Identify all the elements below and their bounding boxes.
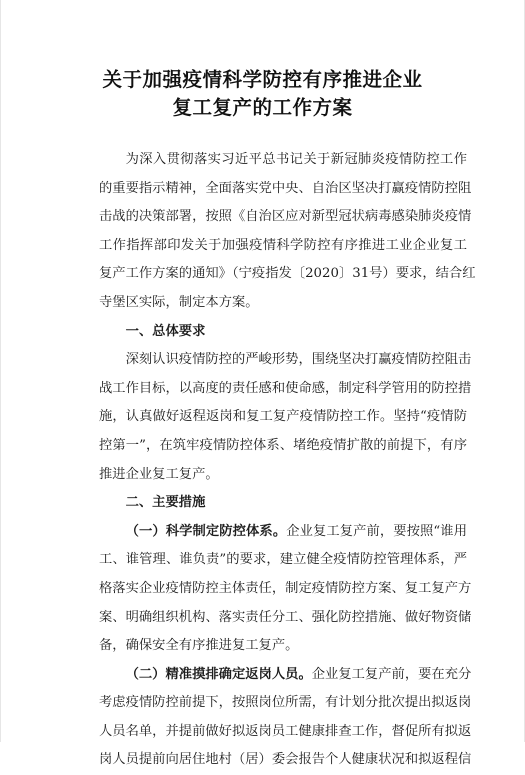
- text-line: 考虑疫情防控前提下，按照岗位所需，有计划分批次提出拟返岗: [99, 695, 472, 711]
- section1-paragraph: [99, 346, 472, 489]
- text-line: 控第一”，在筑牢疫情防控体系、堵绝疫情扩散的前提下，有序: [99, 437, 467, 453]
- section-heading-main-measures: 二、主要措施: [125, 495, 206, 511]
- section-heading-general-requirements: 一、总体要求: [125, 323, 206, 339]
- text-line: 工、谁管理、谁负责”的要求，建立健全疫情防控管理体系，严: [99, 552, 467, 568]
- text-line: 案、明确组织机构、落实责任分工、强化防控措施、做好物资储: [99, 609, 472, 625]
- text-line: 深刻认识疫情防控的严峻形势，围绕坚决打赢疫情防控阻击: [125, 352, 472, 368]
- measure-2-label: （二）精准摸排确定返岗人员。: [125, 666, 312, 682]
- text-line: 岗人员提前向居住地村（居）委会报告个人健康状况和拟返程信: [99, 752, 472, 768]
- text-line: 复产工作方案的通知》（宁疫指发〔2020〕31号）要求，结合红: [99, 266, 476, 282]
- text-line: [99, 661, 472, 690]
- text-line: 的重要指示精神，全面落实党中央、自治区坚决打赢疫情防控阻: [99, 180, 472, 196]
- text-line: 人员名单，并提前做好拟返岗员工健康排查工作，督促所有拟返: [99, 723, 472, 739]
- document-title: [1, 66, 524, 122]
- measure-1-label: （一）科学制定防控体系。: [125, 523, 287, 539]
- text-line: 为深入贯彻落实习近平总书记关于新冠肺炎疫情防控工作: [125, 152, 467, 167]
- text-line: 备，确保安全有序推进复工复产。: [99, 638, 299, 654]
- text-line: 寺堡区实际，制定本方案。: [99, 294, 259, 310]
- text-line: 战工作目标，以高度的责任感和使命感，制定科学管用的防控措: [99, 380, 472, 396]
- text-line: 工作指挥部印发关于加强疫情科学防控有序推进工业企业复工: [99, 237, 467, 253]
- text-line: 击战的决策部署，按照《自治区应对新型冠状病毒感染肺炎疫情: [99, 209, 472, 225]
- text-line: 格落实企业疫情防控主体责任，制定疫情防控方案、复工复产方: [99, 580, 472, 596]
- text-line: [99, 518, 467, 547]
- text-line: 推进企业复工复产。: [99, 466, 219, 482]
- title-line-2: 复工复产的工作方案: [172, 96, 353, 119]
- document-body: [99, 146, 476, 775]
- title-line-1: 关于加强疫情科学防控有序推进企业: [102, 68, 423, 91]
- measure-2-first-line-rest: 企业复工复产前，要在充分: [311, 666, 472, 682]
- measure-1-first-line-rest: 企业复工复产前，要按照“谁用: [286, 523, 467, 539]
- measure-2-paragraph: [99, 661, 472, 775]
- measure-1-paragraph: [99, 518, 472, 661]
- intro-paragraph: [99, 146, 476, 318]
- text-line: 施，认真做好返程返岗和复工复产疫情防控工作。坚持“疫情防: [99, 409, 467, 425]
